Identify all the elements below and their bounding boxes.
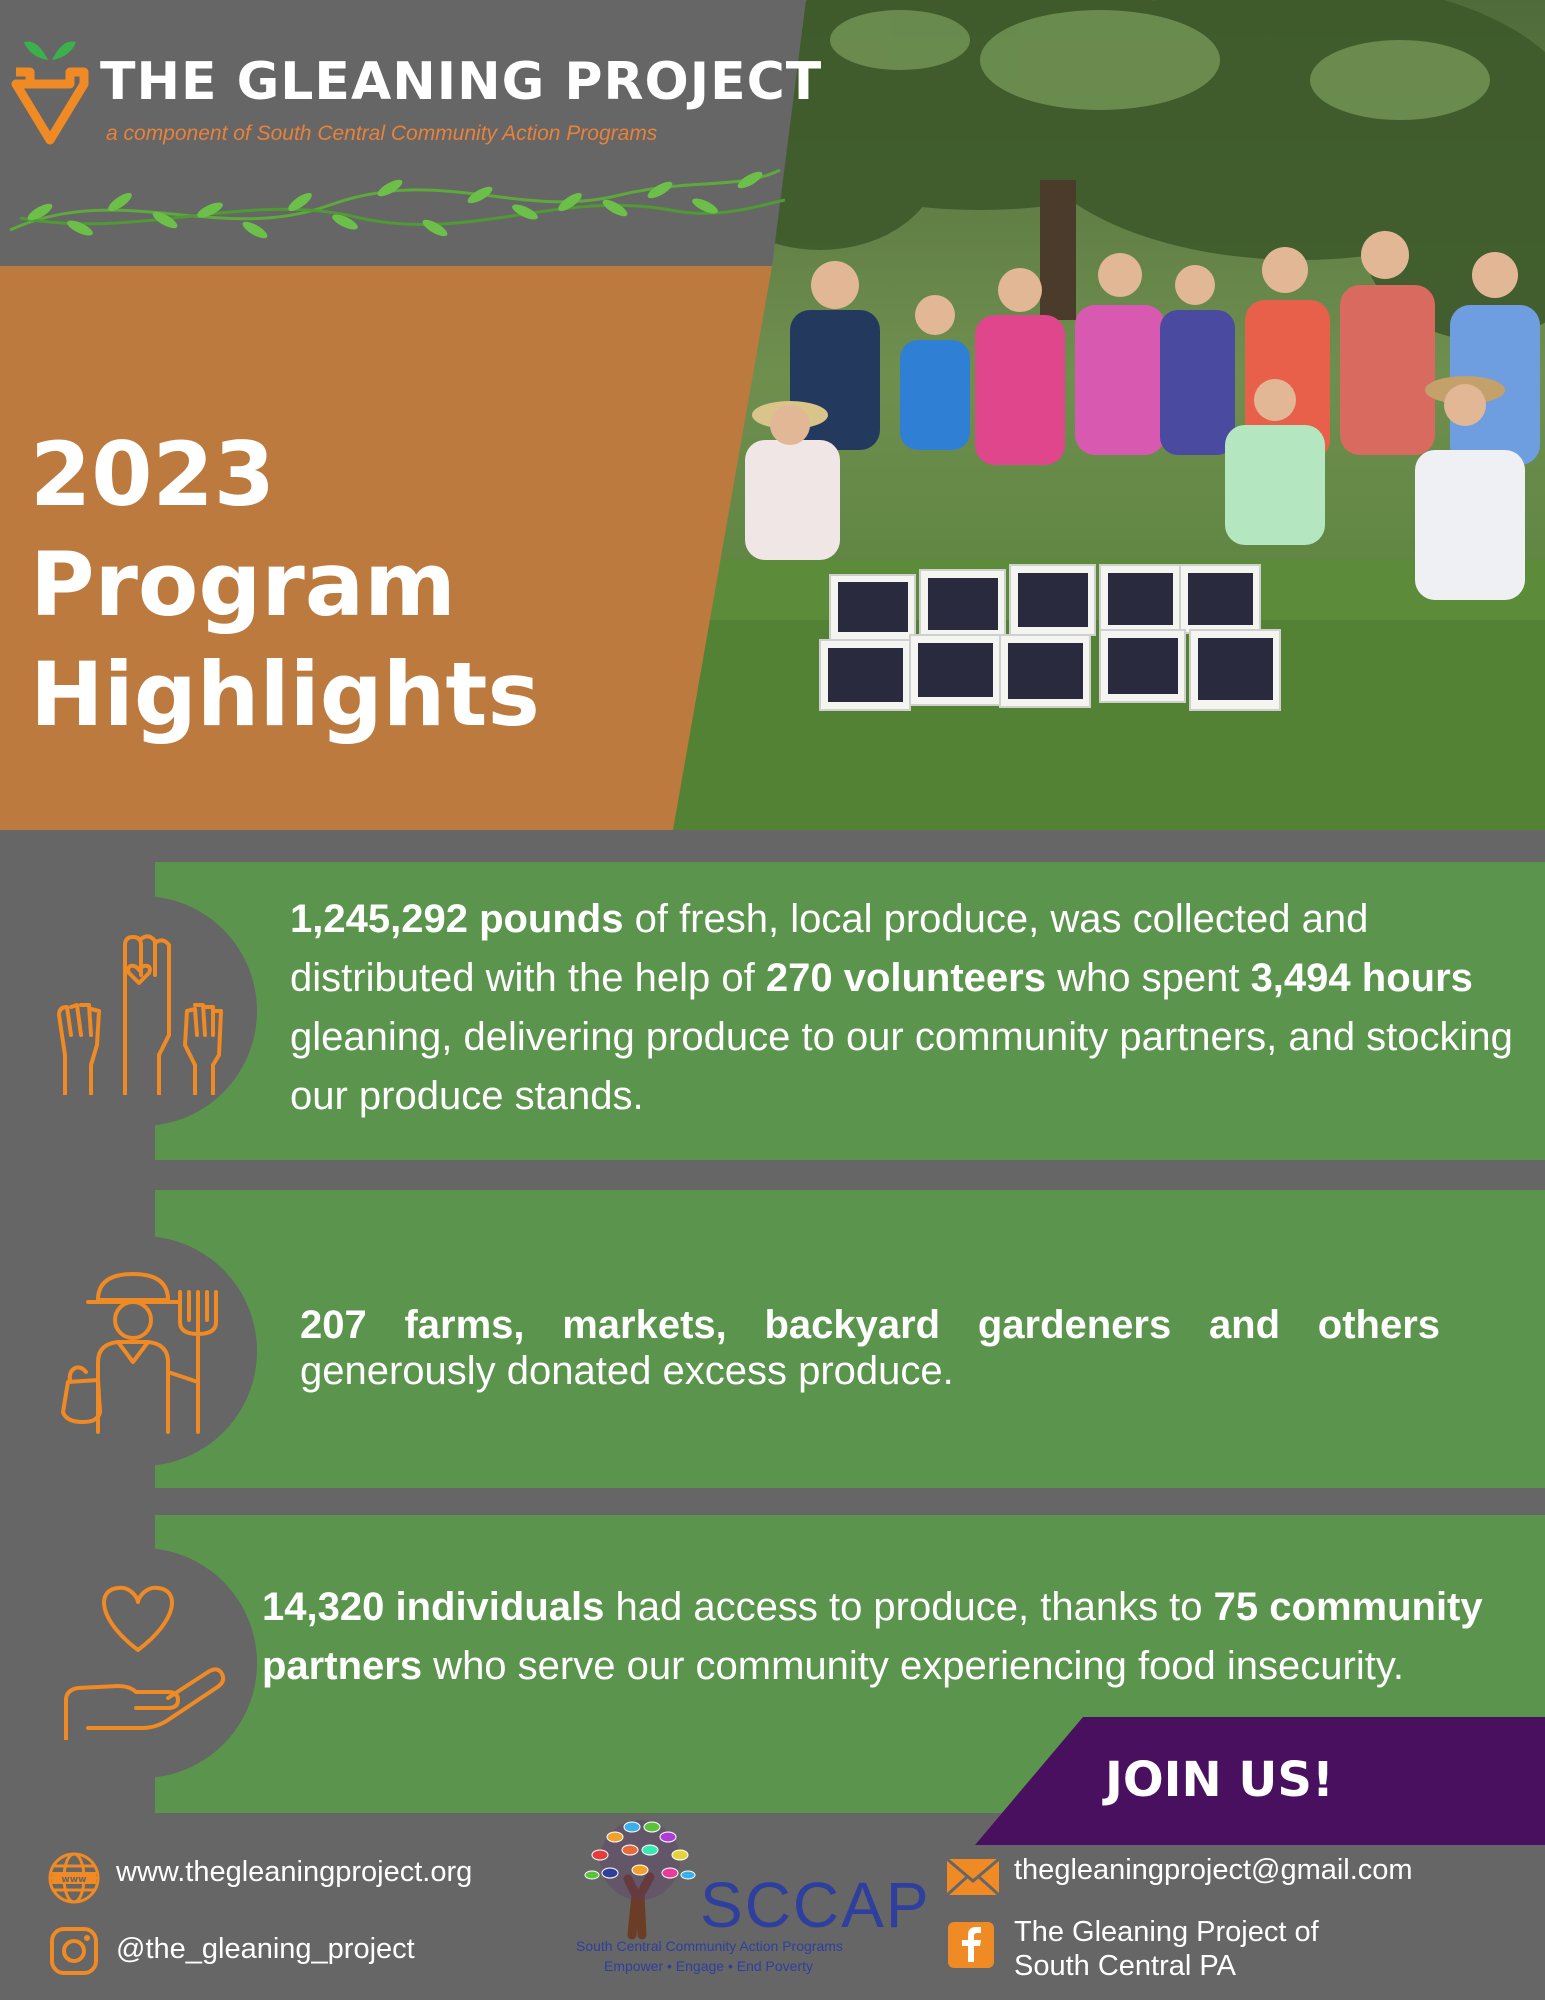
globe-icon bbox=[46, 1850, 102, 1906]
sccap-tagline: Empower • Engage • End Poverty bbox=[604, 1958, 814, 1974]
email-icon bbox=[945, 1857, 1001, 1897]
footer-website-link[interactable]: www.thegleaningproject.org bbox=[116, 1856, 473, 1888]
instagram-icon bbox=[48, 1925, 100, 1977]
brand-title: THE GLEANING PROJECT bbox=[100, 52, 823, 112]
footer-facebook-line1: The Gleaning Project of bbox=[1014, 1916, 1319, 1948]
stat-hours: 3,494 hours bbox=[1250, 956, 1473, 1000]
stat-partners: 75 community partners bbox=[262, 1585, 1483, 1688]
sccap-tree-logo-icon bbox=[570, 1815, 710, 1940]
heart-in-hand-icon bbox=[58, 1580, 228, 1740]
footer-facebook-link[interactable] bbox=[1014, 1915, 1319, 1983]
facebook-icon bbox=[948, 1922, 994, 1968]
sccap-full-name: South Central Community Action Programs bbox=[576, 1938, 843, 1954]
page-title bbox=[30, 420, 730, 750]
stat-pounds: 1,245,292 pounds bbox=[290, 897, 624, 941]
page-title-line1: 2023 Program bbox=[30, 423, 456, 636]
page-title-line2: Highlights bbox=[30, 643, 540, 746]
brand-subtitle: a component of South Central Community Action Programs bbox=[106, 122, 658, 145]
footer-email-link[interactable]: thegleaningproject@gmail.com bbox=[1014, 1854, 1413, 1886]
footer-instagram-link[interactable]: @the_gleaning_project bbox=[116, 1933, 415, 1965]
join-us-label[interactable]: JOIN US! bbox=[1105, 1752, 1334, 1808]
stat-volunteers: 270 volunteers bbox=[765, 956, 1046, 1000]
farmer-icon bbox=[58, 1262, 233, 1437]
raised-hands-icon bbox=[55, 925, 230, 1095]
footer-facebook-line2: South Central PA bbox=[1014, 1950, 1236, 1982]
stat-farms: 207 farms, markets, backyard gardeners and others bbox=[300, 1303, 1440, 1347]
stat-text-volunteers: 1,245,292 pounds of fresh, local produce, was collected and distributed with the help of 270 volunteers who spent 3,494 hours gleaning, delivering produce to our community partners, and stocking our produce stands. bbox=[290, 897, 1513, 1118]
svg-text:www: www bbox=[61, 1875, 87, 1885]
stat-text-donors: 207 farms, markets, backyard gardeners and others generously donated excess produce. bbox=[300, 1303, 1440, 1393]
sccap-logo-text: SCCAP bbox=[700, 1869, 931, 1941]
stat-individuals: 14,320 individuals bbox=[262, 1585, 605, 1629]
stat-text-individuals: 14,320 individuals had access to produce, thanks to 75 community partners who serve our community experiencing food insecurity. bbox=[262, 1585, 1483, 1688]
